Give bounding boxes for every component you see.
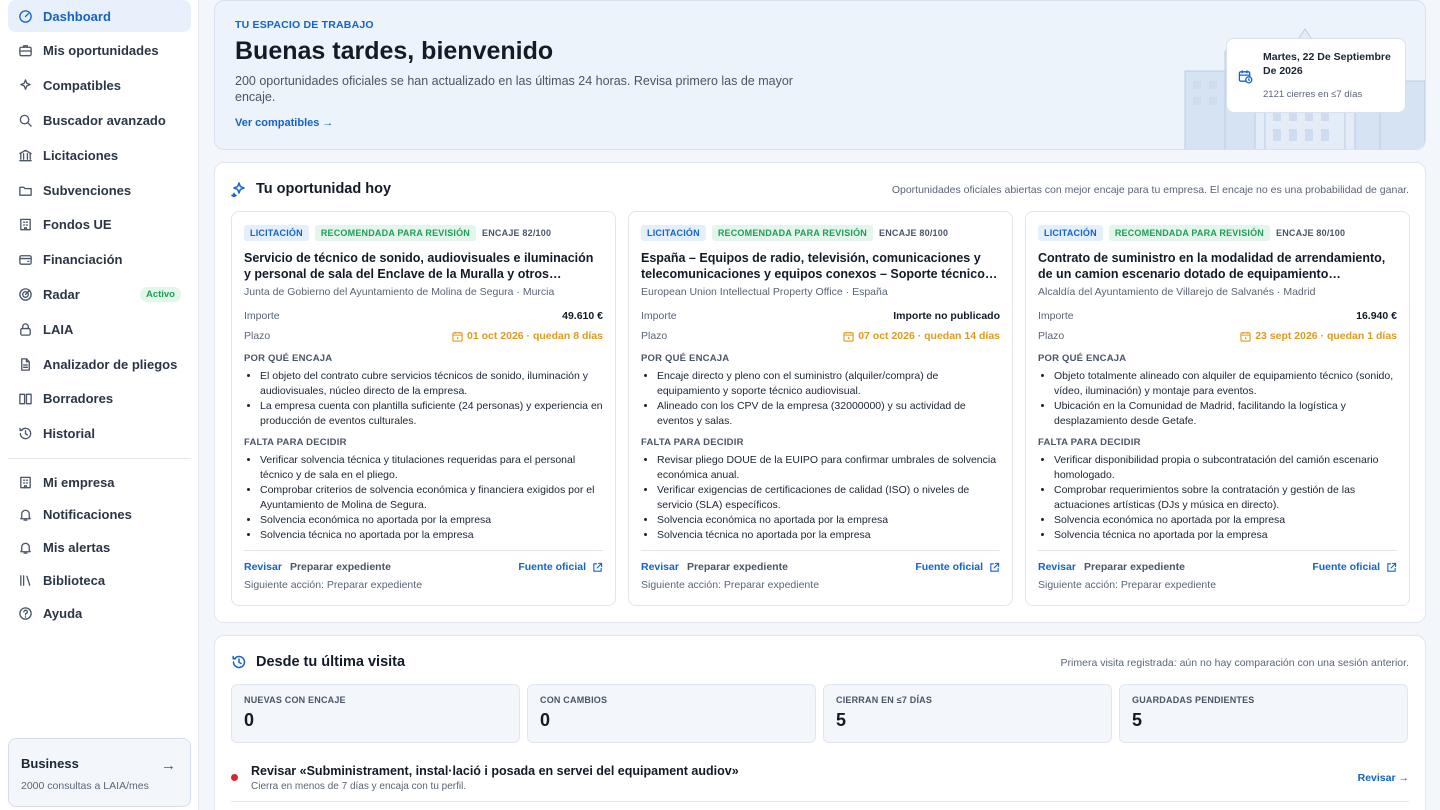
sidebar-item-label: Notificaciones bbox=[43, 507, 132, 523]
deadline-text: 01 oct 2026 · quedan 8 días bbox=[467, 330, 603, 342]
why-fits-list bbox=[641, 369, 1000, 429]
tag-row bbox=[1038, 224, 1397, 242]
missing-heading: FALTA PARA DECIDIR bbox=[1038, 437, 1141, 448]
today-opportunity-panel bbox=[214, 162, 1426, 623]
external-link-icon bbox=[1380, 562, 1397, 573]
deadline-label: Plazo bbox=[1038, 330, 1065, 342]
stat-value: 5 bbox=[1132, 710, 1143, 730]
opportunity-title[interactable]: Contrato de suministro en la modalidad de arrendamiento, de un camion escenario dotado de equipamiento bbox=[1038, 251, 1386, 281]
bell-icon bbox=[18, 540, 33, 555]
stat-value: 0 bbox=[244, 710, 255, 730]
deadline-label: Plazo bbox=[244, 330, 271, 342]
opportunity-organization: European Union Intellectual Property Office · España bbox=[641, 286, 888, 298]
sparkle-icon bbox=[18, 78, 33, 93]
amount-label: Importe bbox=[244, 310, 280, 322]
hero-eyebrow: TU ESPACIO DE TRABAJO bbox=[235, 19, 374, 31]
amount-row bbox=[641, 310, 1000, 322]
stat-label: CIERRAN EN ≤7 DÍAS bbox=[836, 695, 933, 705]
sidebar-item-mis-oportunidades[interactable] bbox=[8, 35, 191, 67]
wallet-icon bbox=[18, 252, 33, 267]
deadline-value bbox=[452, 330, 603, 342]
list-item: • Encaje directo y pleno con el suministro (alquiler/compra) de equipamiento y soporte técnico audiovisual. bbox=[657, 369, 1000, 399]
briefcase-icon bbox=[18, 43, 33, 58]
sidebar-item-label: Mi empresa bbox=[43, 474, 115, 490]
list-item: • Comprobar requerimientos sobre la contratación y gestión de las actuaciones artísticas (DJs y música en directo). bbox=[1054, 483, 1397, 513]
tag-row bbox=[244, 224, 603, 242]
list-item[interactable] bbox=[231, 762, 1409, 802]
bell-icon bbox=[18, 507, 33, 522]
hero-description: 200 oportunidades oficiales se han actualizado en las últimas 24 horas. Revisa primero las de mayor encaje. bbox=[235, 74, 793, 104]
list-item: • Solvencia económica no aportada por la empresa bbox=[260, 513, 603, 528]
why-fits-list bbox=[1038, 369, 1397, 429]
plan-description: 2000 consultas a LAIA/mes bbox=[21, 780, 149, 792]
sidebar-item-subvenciones[interactable] bbox=[8, 174, 191, 206]
sidebar-item-label: Licitaciones bbox=[43, 147, 119, 163]
sidebar-item-dashboard[interactable] bbox=[8, 0, 191, 32]
stat-label: CON CAMBIOS bbox=[540, 695, 608, 705]
dashboard-icon bbox=[18, 9, 33, 24]
why-fits-list bbox=[244, 369, 603, 429]
section-title bbox=[231, 654, 405, 670]
type-badge: LICITACIÓN bbox=[1038, 225, 1103, 241]
list-item: • Solvencia técnica no aportada por la empresa bbox=[657, 528, 1000, 543]
sidebar-item-label: Buscador avanzado bbox=[43, 112, 166, 128]
list-item: • Solvencia económica no aportada por la empresa bbox=[1054, 513, 1397, 528]
list-item: • Solvencia técnica no aportada por la empresa bbox=[1054, 528, 1397, 543]
section-title-text: Tu oportunidad hoy bbox=[256, 181, 392, 197]
type-badge: LICITACIÓN bbox=[244, 225, 309, 241]
official-source-link[interactable] bbox=[518, 561, 603, 573]
recommendation-badge: RECOMENDADA PARA REVISIÓN bbox=[712, 225, 873, 241]
stat-card bbox=[231, 684, 520, 743]
sidebar-item-mi-empresa[interactable] bbox=[8, 466, 191, 498]
deadline-row bbox=[244, 330, 603, 342]
plan-card[interactable] bbox=[8, 738, 191, 807]
official-source-label: Fuente oficial bbox=[518, 561, 586, 573]
card-actions bbox=[641, 550, 1000, 573]
sidebar-item-label: Mis oportunidades bbox=[43, 43, 159, 59]
sidebar-item-fondos-ue[interactable] bbox=[8, 209, 191, 241]
external-link-icon bbox=[983, 562, 1000, 573]
external-link-icon bbox=[586, 562, 603, 573]
list-item: • Comprobar criterios de solvencia económica y financiera exigidos por el Ayuntamiento de Molina de Segura. bbox=[260, 483, 603, 513]
welcome-hero bbox=[214, 0, 1426, 150]
card-actions bbox=[244, 550, 603, 573]
amount-row bbox=[1038, 310, 1397, 322]
fit-score: ENCAJE 80/100 bbox=[879, 228, 949, 238]
sidebar-item-borradores[interactable] bbox=[8, 383, 191, 415]
institution-icon bbox=[18, 148, 33, 163]
sidebar-item-label: Analizador de pliegos bbox=[43, 356, 178, 372]
missing-list bbox=[1038, 453, 1397, 543]
section-note: Primera visita registrada: aún no hay comparación con una sesión anterior. bbox=[1060, 657, 1409, 669]
opportunity-title[interactable]: Servicio de técnico de sonido, audiovisuales e iluminación y personal de sala del Enclave de la Muralla y otros bbox=[244, 251, 594, 281]
stat-card bbox=[527, 684, 816, 743]
sidebar-item-buscador-avanzado[interactable] bbox=[8, 104, 191, 136]
stat-card bbox=[1119, 684, 1408, 743]
list-item: • Ubicación en la Comunidad de Madrid, facilitando la logística y desplazamiento desde Getafe. bbox=[1054, 399, 1397, 429]
sidebar-item-label: Subvenciones bbox=[43, 182, 132, 198]
opportunity-card[interactable] bbox=[231, 211, 616, 606]
official-source-label: Fuente oficial bbox=[1312, 561, 1380, 573]
urgent-dot-icon bbox=[231, 774, 238, 781]
opportunity-title[interactable]: España – Equipos de radio, televisión, comunicaciones y telecomunicaciones y equipos conexos – Soporte técnico bbox=[641, 251, 985, 281]
amount-label: Importe bbox=[641, 310, 677, 322]
date-card bbox=[1226, 38, 1406, 113]
sidebar-item-label: Historial bbox=[43, 426, 96, 442]
sidebar-item-label: Biblioteca bbox=[43, 572, 106, 588]
deadline-value bbox=[1240, 330, 1397, 342]
amount-row bbox=[244, 310, 603, 322]
missing-heading: FALTA PARA DECIDIR bbox=[244, 437, 347, 448]
help-icon bbox=[18, 606, 33, 621]
building-icon bbox=[18, 475, 33, 490]
deadline-row bbox=[1038, 330, 1397, 342]
history-icon bbox=[231, 654, 247, 670]
fit-score: ENCAJE 80/100 bbox=[1276, 228, 1346, 238]
sidebar-item-licitaciones[interactable] bbox=[8, 139, 191, 171]
deadline-text: 23 sept 2026 · quedan 1 días bbox=[1255, 330, 1397, 342]
official-source-label: Fuente oficial bbox=[915, 561, 983, 573]
sidebar-item-mis-alertas[interactable] bbox=[8, 532, 191, 564]
sidebar-item-label: Borradores bbox=[43, 391, 114, 407]
status-badge: Activo bbox=[140, 287, 181, 302]
official-source-link[interactable] bbox=[1312, 561, 1397, 573]
list-item: • Solvencia económica no aportada por la empresa bbox=[657, 513, 1000, 528]
arrow-right-icon[interactable]: → bbox=[161, 757, 176, 774]
stat-label: GUARDADAS PENDIENTES bbox=[1132, 695, 1255, 705]
review-button[interactable]: Revisar bbox=[1038, 561, 1076, 573]
list-item: • Verificar exigencias de certificaciones de calidad (ISO) o niveles de servicio (SLA) específicos. bbox=[657, 483, 1000, 513]
official-source-link[interactable] bbox=[915, 561, 1000, 573]
sparkle-icon bbox=[231, 181, 247, 197]
sidebar-item-laia[interactable] bbox=[8, 313, 191, 345]
deadline-row bbox=[641, 330, 1000, 342]
sidebar-item-historial[interactable] bbox=[8, 418, 191, 450]
list-item: • Objeto totalmente alineado con alquiler de equipamiento técnico (sonido, vídeo, iluminación) y montaje para eventos. bbox=[1054, 369, 1397, 399]
sidebar-item-label: Financiación bbox=[43, 252, 123, 268]
section-note: Oportunidades oficiales abiertas con mejor encaje para tu empresa. El encaje no es una probabilidad de ganar. bbox=[891, 184, 1409, 196]
book-icon bbox=[18, 391, 33, 406]
stat-value: 0 bbox=[540, 710, 551, 730]
building-icon bbox=[18, 217, 33, 232]
opportunity-card[interactable] bbox=[628, 211, 1013, 606]
calendar-icon bbox=[452, 331, 467, 342]
search-icon bbox=[18, 113, 33, 128]
sidebar-item-label: Dashboard bbox=[43, 8, 111, 24]
folder-icon bbox=[18, 183, 33, 198]
recommendation-badge: RECOMENDADA PARA REVISIÓN bbox=[315, 225, 476, 241]
list-item: • Revisar pliego DOUE de la EUIPO para confirmar umbrales de solvencia económica anual. bbox=[657, 453, 1000, 483]
calendar-icon bbox=[843, 331, 858, 342]
sidebar-item-radar[interactable] bbox=[8, 278, 191, 310]
amount-value: Importe no publicado bbox=[893, 310, 1000, 322]
radar-icon bbox=[18, 287, 33, 302]
last-visit-panel bbox=[214, 635, 1426, 810]
review-button[interactable]: Revisar bbox=[244, 561, 282, 573]
prepare-file-button[interactable]: Preparar expediente bbox=[289, 561, 391, 573]
missing-heading: FALTA PARA DECIDIR bbox=[641, 437, 744, 448]
recommendation-badge: RECOMENDADA PARA REVISIÓN bbox=[1109, 225, 1270, 241]
document-icon bbox=[18, 357, 33, 372]
list-item: • Verificar disponibilidad propia o subcontratación del camión escenario homologado. bbox=[1054, 453, 1397, 483]
review-link[interactable]: Revisar → bbox=[1357, 772, 1409, 784]
library-icon bbox=[18, 573, 33, 588]
plan-name: Business bbox=[21, 756, 79, 771]
missing-list bbox=[641, 453, 1000, 543]
sidebar-item-notificaciones[interactable] bbox=[8, 499, 191, 531]
history-icon bbox=[18, 426, 33, 441]
review-button[interactable]: Revisar bbox=[641, 561, 679, 573]
type-badge: LICITACIÓN bbox=[641, 225, 706, 241]
amount-value: 49.610 € bbox=[562, 310, 603, 322]
current-date: Martes, 22 De Septiembre De 2026 bbox=[1263, 51, 1391, 77]
lock-icon bbox=[18, 322, 33, 337]
why-fits-heading: POR QUÉ ENCAJA bbox=[1038, 353, 1127, 364]
view-compatibles-link[interactable]: Ver compatibles → bbox=[235, 117, 334, 129]
sidebar-item-compatibles[interactable] bbox=[8, 70, 191, 102]
sidebar-item-label: Fondos UE bbox=[43, 217, 112, 233]
sidebar-item-label: Compatibles bbox=[43, 78, 122, 94]
stat-label: NUEVAS CON ENCAJE bbox=[244, 695, 346, 705]
next-action: Siguiente acción: Preparar expediente bbox=[244, 579, 423, 591]
amount-value: 16.940 € bbox=[1356, 310, 1397, 322]
sidebar-item-financiacion[interactable] bbox=[8, 244, 191, 276]
sidebar-item-label: Ayuda bbox=[43, 605, 83, 621]
prepare-file-button[interactable]: Preparar expediente bbox=[686, 561, 788, 573]
card-actions bbox=[1038, 550, 1397, 573]
deadline-value bbox=[843, 330, 1000, 342]
deadline-text: 07 oct 2026 · quedan 14 días bbox=[858, 330, 1000, 342]
sidebar-item-label: Mis alertas bbox=[43, 540, 111, 556]
sidebar-item-label: LAIA bbox=[43, 321, 74, 337]
sidebar-item-label: Radar bbox=[43, 286, 80, 302]
list-item: • Alineado con los CPV de la empresa (32000000) y su actividad de eventos y salas. bbox=[657, 399, 1000, 429]
next-action: Siguiente acción: Preparar expediente bbox=[641, 579, 820, 591]
list-item-subtitle: Cierra en menos de 7 días y encaja con tu perfil. bbox=[251, 781, 467, 792]
why-fits-heading: POR QUÉ ENCAJA bbox=[641, 353, 730, 364]
sidebar-item-ayuda[interactable] bbox=[8, 597, 191, 629]
list-item: • Solvencia técnica no aportada por la empresa bbox=[260, 528, 603, 543]
amount-label: Importe bbox=[1038, 310, 1074, 322]
list-item: • La empresa cuenta con plantilla suficiente (24 personas) y experiencia en producción de eventos culturales. bbox=[260, 399, 603, 429]
deadline-label: Plazo bbox=[641, 330, 668, 342]
calendar-clock-icon bbox=[1238, 69, 1253, 84]
opportunity-organization: Alcaldía del Ayuntamiento de Villarejo de Salvanés · Madrid bbox=[1038, 286, 1316, 298]
list-item: • El objeto del contrato cubre servicios técnicos de sonido, iluminación y audiovisuales, núcleo directo de la empresa. bbox=[260, 369, 603, 399]
section-title-text: Desde tu última visita bbox=[256, 654, 406, 670]
tag-row bbox=[641, 224, 1000, 242]
sidebar-item-analizador-de-pliegos[interactable] bbox=[8, 348, 191, 380]
stat-card bbox=[823, 684, 1112, 743]
opportunity-card[interactable] bbox=[1025, 211, 1410, 606]
fit-score: ENCAJE 82/100 bbox=[482, 228, 552, 238]
section-title bbox=[231, 181, 391, 197]
page-title: Buenas tardes, bienvenido bbox=[235, 37, 554, 65]
closing-count: 2121 cierres en ≤7 días bbox=[1263, 89, 1363, 100]
prepare-file-button[interactable]: Preparar expediente bbox=[1083, 561, 1185, 573]
list-item-title: Revisar «Subministrament, instal·lació i posada en servei del equipament audiov» bbox=[251, 764, 739, 778]
sidebar-item-biblioteca[interactable] bbox=[8, 564, 191, 596]
next-action: Siguiente acción: Preparar expediente bbox=[1038, 579, 1217, 591]
opportunity-organization: Junta de Gobierno del Ayuntamiento de Molina de Segura · Murcia bbox=[244, 286, 555, 298]
calendar-icon bbox=[1240, 331, 1255, 342]
sidebar-divider bbox=[8, 458, 191, 459]
why-fits-heading: POR QUÉ ENCAJA bbox=[244, 353, 333, 364]
missing-list bbox=[244, 453, 603, 543]
list-item: • Verificar solvencia técnica y titulaciones requeridas para el personal técnico y de sala en el pliego. bbox=[260, 453, 603, 483]
sidebar bbox=[0, 0, 199, 810]
stat-value: 5 bbox=[836, 710, 847, 730]
